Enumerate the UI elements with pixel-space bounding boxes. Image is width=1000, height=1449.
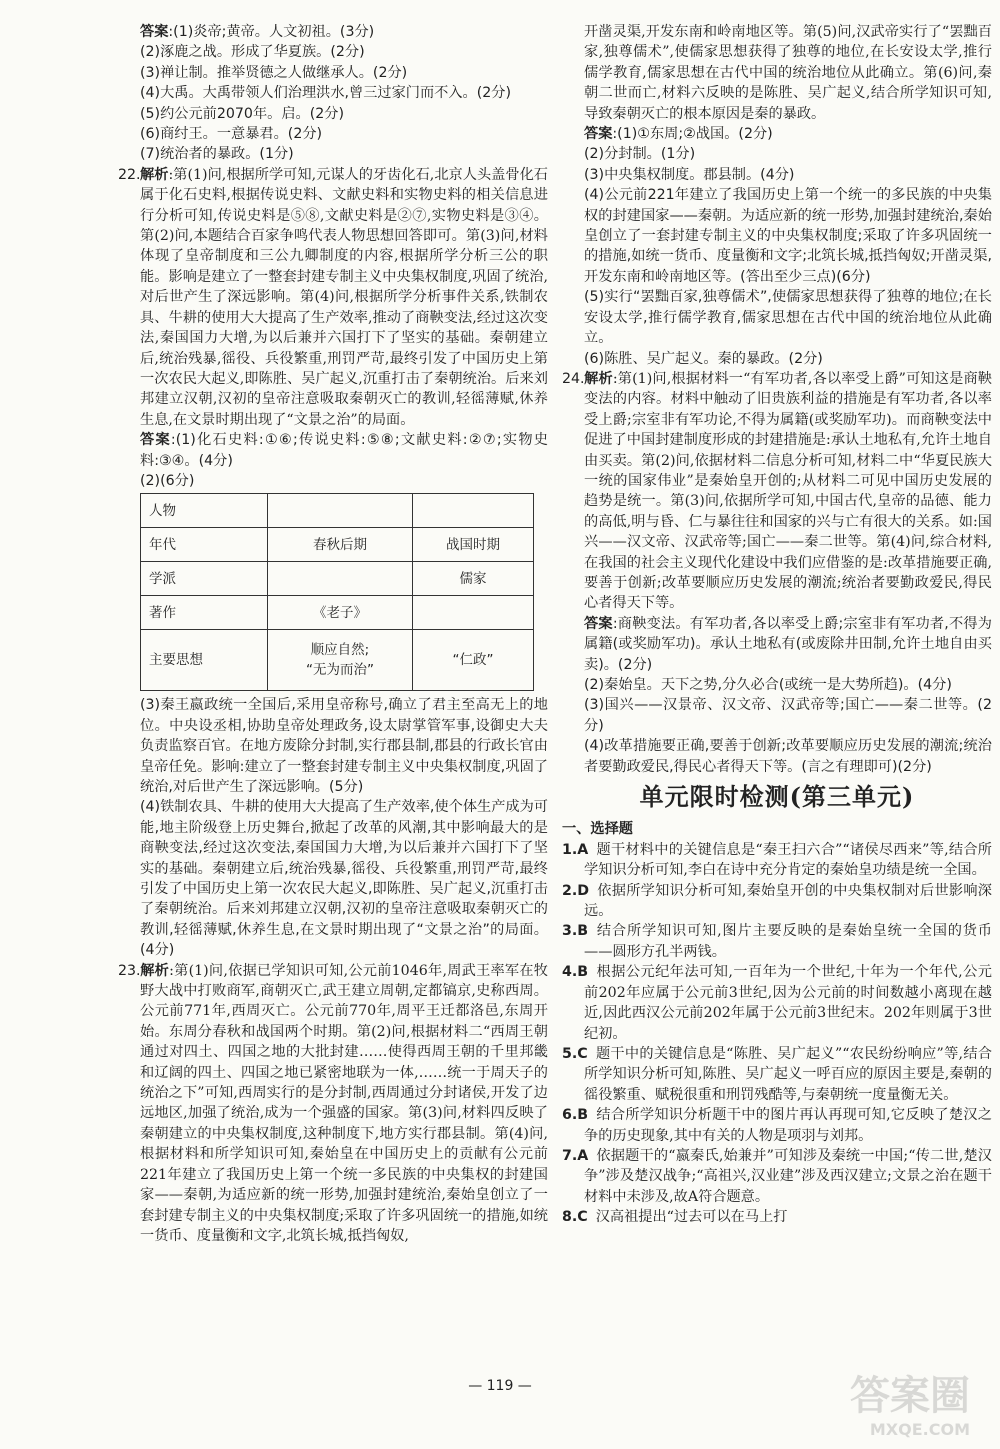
table-row-header: 年代 xyxy=(141,528,268,562)
choice-item xyxy=(562,962,992,1044)
table-cell xyxy=(412,494,533,528)
answer-text: (3)国兴——汉景帝、汉文帝、汉武帝等;国亡——秦二世等。(2分) xyxy=(584,697,992,734)
question-22-answer: 答案:(1)化石史料:①⑥;传说史料:⑤⑧;文献史料:②⑦;实物史料:③④。(4分) xyxy=(140,432,548,469)
choice-number: 6.B xyxy=(562,1107,589,1124)
table-cell xyxy=(412,596,533,630)
philosophers-table-wrap xyxy=(118,493,548,691)
table-row-header: 学派 xyxy=(141,562,268,596)
table-row xyxy=(141,596,534,630)
choice-number: 3.B xyxy=(562,923,589,940)
answer-24 xyxy=(562,614,992,777)
table-cell: 春秋后期 xyxy=(268,528,413,562)
page-number: — 119 — xyxy=(468,1378,532,1394)
answer-24-line xyxy=(562,736,992,777)
answer-23-line xyxy=(562,124,992,144)
table-cell: “仁政” xyxy=(412,630,533,691)
answer-label: 答案 xyxy=(584,126,613,143)
answer-text: :商鞅变法。有军功者,各以率受上爵;宗室非有军功者,不得为属籍(或奖励军功)。承认土地私有(或废除井田制,允许土地自由买卖)。(2分) xyxy=(584,615,992,673)
choice-heading: 一、选择题 xyxy=(562,821,633,838)
choice-explanation: 依据所学知识分析可知,秦始皇开创的中央集权制对后世影响深远。 xyxy=(584,882,992,920)
answer-text: (2)秦始皇。天下之势,分久必合(或统一是大势所趋)。(4分) xyxy=(584,677,952,693)
answer-21-line xyxy=(118,124,548,144)
question-22-analysis: 22.解析:第(1)问,根据所学可知,元谋人的牙齿化石,北京人头盖骨化石属于化石史料,根据传说史料、文献史料和实物史料的相关信息进行分析可知,传说史料是⑤⑧,文献史料是②⑦,实物史料是③④。第(2)问,本题结合百家争鸣代表人物思想回答即可。第(3)问,材料体现了皇帝制度和三公九卿制度的内容,根据所学分析三公的职能。影响是建立了一整套封建专制主义中央集权制度,巩固了统治,对后世产生了深远影响。第(4)问,根据所学分析事件关系,铁制农具、牛耕的使用大大提高了生产效率,推动了商鞅变法,经过这次变法,秦国国力大增,为以后兼并六国打下了坚实的基础。秦朝建立后,统治残暴,徭役、兵役繁重,刑罚严苛,最终引发了中国历史上第一次农民大起义,即陈胜、吴广起义,沉重打击了秦朝统治。后来刘邦建立汉朝,汉初的皇帝注意吸取秦朝灭亡的教训,轻徭薄赋,休养生息,在文景时期出现了“文景之治”的局面。 xyxy=(118,166,548,428)
answer-23-line xyxy=(562,185,992,287)
answer-text: (6)商纣王。一意暴君。(2分) xyxy=(140,126,323,143)
choice-item xyxy=(562,881,992,922)
choice-item xyxy=(562,840,992,881)
answer-text: (2)分封制。(1分) xyxy=(584,146,696,163)
watermark-logo: 答案圈 MXQE.COM xyxy=(850,1373,970,1439)
question-22-answer-3: (3)秦王嬴政统一全国后,采用皇帝称号,确立了君主至高无上的地位。中央设丞相,协助皇帝处理政务,设太尉掌管军事,设御史大夫负责监察百官。在地方废除分封制,实行郡县制,郡县的行政长官由皇帝任免。影响:建立了一整套封建专制主义中央集权制度,巩固了统治,对后世产生了深远影响。(5分) xyxy=(140,697,548,795)
table-row xyxy=(141,494,534,528)
table-row xyxy=(141,528,534,562)
table-row-header: 人物 xyxy=(141,494,268,528)
answer-21-line xyxy=(118,144,548,164)
choice-item xyxy=(562,1044,992,1105)
table-cell xyxy=(268,562,413,596)
table-cell: 顺应自然; “无为而治” xyxy=(268,630,413,691)
answer-text: (4)大禹。大禹带领人们治理洪水,曾三过家门而不入。(2分) xyxy=(140,85,512,102)
question-23-analysis-cont: 开凿灵渠,开发东南和岭南地区等。第(5)问,汉武帝实行了“罢黜百家,独尊儒术”,使儒家思想获得了独尊的地位,在长安设太学,推行儒学教育,儒家思想在古代中国的统治地位从此确立。第(6)问,秦朝二世而亡,材料六反映的是陈胜、吴广起义,结合所学知识可知,导致秦朝灭亡的根本原因是秦的暴政。 xyxy=(584,24,992,122)
answer-text: :(1)炎帝;黄帝。人文初祖。(3分) xyxy=(168,24,375,40)
answer-21-line xyxy=(118,22,548,42)
answer-23-line xyxy=(562,349,992,369)
answer-24-line xyxy=(562,614,992,675)
table-cell: 《老子》 xyxy=(268,596,413,630)
answer-21-line xyxy=(118,104,548,124)
choice-item xyxy=(562,921,992,962)
choice-explanation: 结合所学知识分析题干中的图片再认再现可知,它反映了楚汉之争的历史现象,其中有关的人物是项羽与刘邦。 xyxy=(584,1107,992,1144)
right-column xyxy=(562,22,992,1228)
choice-number: 7.A xyxy=(562,1147,589,1164)
answer-23-line xyxy=(562,287,992,348)
choice-explanation: 依据题干的“嬴秦氏,始兼并”可知涉及秦统一中国;“传二世,楚汉争”涉及楚汉战争;“高祖兴,汉业建”涉及西汉建立;文景之治在题干材料中未涉及,故A符合题意。 xyxy=(584,1147,992,1205)
question-22-answer-4: (4)铁制农具、牛耕的使用大大提高了生产效率,使个体生产成为可能,地主阶级登上历史舞台,掀起了改革的风潮,其中影响最大的是商鞅变法,经过这次变法,秦国国力大增,为以后兼并六国打下了坚实的基础。秦朝建立后,统治残暴,徭役、兵役繁重,刑罚严苛,最终引发了中国历史上第一次农民大起义,即陈胜、吴广起义,沉重打击了秦朝统治。后来刘邦建立汉朝,汉初的皇帝注意吸取秦朝灭亡的教训,轻徭薄赋,休养生息,在文景时期出现了“文景之治”的局面。(4分) xyxy=(140,799,548,959)
choice-explanation: 题干中的关键信息是“陈胜、吴广起义”“农民纷纷响应”等,结合所学知识分析可知,陈胜、吴广起义一呼百应的原因主要是,秦朝的徭役繁重、赋税很重和刑罚残酷等,与秦朝统一度量衡无关。 xyxy=(584,1045,992,1103)
table-cell: 战国时期 xyxy=(412,528,533,562)
answer-23-line xyxy=(562,144,992,164)
answer-21-line xyxy=(118,63,548,83)
answer-label: 答案 xyxy=(584,615,613,632)
answer-text: (3)中央集权制度。郡县制。(4分) xyxy=(584,166,795,183)
answer-text: (5)约公元前2070年。启。(2分) xyxy=(140,105,344,122)
table-row xyxy=(141,630,534,691)
table-cell xyxy=(268,494,413,528)
choice-number: 5.C xyxy=(562,1045,588,1062)
choice-number: 4.B xyxy=(562,964,589,981)
choice-item xyxy=(562,1207,992,1227)
answer-text: (2)涿鹿之战。形成了华夏族。(2分) xyxy=(140,44,365,61)
answer-23-line xyxy=(562,165,992,185)
answer-text: :(1)①东周;②战国。(2分) xyxy=(612,126,773,143)
choice-explanation: 结合所学知识可知,图片主要反映的是秦始皇统一全国的货币——圆形方孔半两钱。 xyxy=(584,923,992,960)
question-22-answer-2: (2)(6分) xyxy=(140,472,195,489)
answer-text: (4)改革措施要正确,要善于创新;改革要顺应历史发展的潮流;统治者要勤政爱民,得民心者得天下等。(言之有理即可)(2分) xyxy=(584,738,992,775)
table-row xyxy=(141,562,534,596)
choice-explanation: 汉高祖提出“过去可以在马上打 xyxy=(595,1209,788,1226)
answer-text: (3)禅让制。推举贤德之人做继承人。(2分) xyxy=(140,64,408,81)
choice-number: 2.D xyxy=(562,882,590,899)
answer-text: (6)陈胜、吴广起义。秦的暴政。(2分) xyxy=(584,350,823,367)
answer-text: (4)公元前221年建立了我国历史上第一个统一的多民族的中央集权的封建国家——秦朝。为适应新的统一形势,加强封建统治,秦始皇创立了一套封建专制主义的中央集权制度;采取了许多巩固统一的措施,如统一货币、度量衡和文字;北筑长城,抵挡匈奴;开凿灵渠,开发东南和岭南地区等。(答出至少三点)(6分) xyxy=(584,187,992,285)
section-title: 单元限时检测(第三单元) xyxy=(639,782,915,812)
answer-21-line xyxy=(118,42,548,62)
choice-explanation: 题干材料中的关键信息是“秦王扫六合”“诸侯尽西来”等,结合所学知识分析可知,李白在诗中充分肯定的秦始皇功绩是统一全国。 xyxy=(584,841,992,879)
choice-number: 8.C xyxy=(562,1209,588,1226)
philosophers-table xyxy=(140,493,534,691)
table-row-header: 著作 xyxy=(141,596,268,630)
choice-item xyxy=(562,1146,992,1207)
choice-explanation: 根据公元纪年法可知,一百年为一个世纪,十年为一个年代,公元前202年应属于公元前3世纪,因为公元前的时间数越小离现在越近,因此西汉公元前202年属于公元前3世纪末。202年则属于3世纪初。 xyxy=(584,964,992,1042)
choice-number: 1.A xyxy=(562,841,589,858)
answer-text: (7)统治者的暴政。(1分) xyxy=(140,146,294,163)
answer-label: 答案 xyxy=(140,24,169,40)
question-24-analysis: 24.解析:第(1)问,根据材料一“有军功者,各以率受上爵”可知这是商鞅变法的内容。材料中触动了旧贵族利益的措施是有军功者,各以率受上爵;宗室非有军功论,不得为属籍(或奖励军功)。而商鞅变法中促进了中国封建制度形成的封建措施是:承认土地私有,允许土地自由买卖。第(2)问,依据材料二信息分析可知,材料二中“华夏民族大一统的国家伟业”是秦始皇开创的;从材料二可见中国历史发展的趋势是统一。第(3)问,依据所学可知,中国古代,皇帝的品德、能力的高低,明与昏、仁与暴往往和国家的兴与亡有很大的关系。如:国兴——汉文帝、汉武帝等;国亡——秦二世等。第(4)问,综合材料,在我国的社会主义现代化建设中我们应借鉴的是:改革措施要正确,要善于创新;改革要顺应历史发展的潮流;统治者要勤政爱民,得民心者得天下等。 xyxy=(562,370,992,612)
table-row-header: 主要思想 xyxy=(141,630,268,691)
choice-item xyxy=(562,1105,992,1146)
answer-text: (5)实行“罢黜百家,独尊儒术”,使儒家思想获得了独尊的地位;在长安设太学,推行儒学教育,儒家思想在古代中国的统治地位从此确立。 xyxy=(584,289,992,347)
answer-24-line xyxy=(562,695,992,736)
answer-23 xyxy=(562,124,992,369)
answer-24-line xyxy=(562,675,992,695)
answer-21-line xyxy=(118,83,548,103)
question-23-analysis: 23.解析:第(1)问,依据已学知识可知,公元前1046年,周武王率军在牧野大战中打败商军,商朝灭亡,武王建立周朝,定都镐京,史称西周。公元前771年,西周灭亡。公元前770年,周平王迁都洛邑,东周开始。东周分春秋和战国两个时期。第(2)问,根据材料二“西周王朝通过对四土、四国之地的大批封建……使得西周王朝的千里邦畿和辽阔的四土、四国之地已紧密地联为一体,……统一于周天子的统治之下”可知,西周实行的是分封制,西周通过分封诸侯,开发了边远地区,加强了统治,成为一个强盛的国家。第(3)问,材料四反映了秦朝建立的中央集权制度,这种制度下,地方实行郡县制。第(4)问,根据材料和所学知识可知,秦始皇在中国历史上的贡献有公元前221年建立了我国历史上第一个统一多民族的中央集权的封建国家——秦朝,为适应新的统一形势,加强封建统治,秦始皇创立了一套封建专制主义的中央集权制度;采取了许多巩固统一的措施,如统一货币、度量衡和文字,北筑长城,抵挡匈奴, xyxy=(118,962,548,1244)
table-cell: 儒家 xyxy=(412,562,533,596)
left-column xyxy=(118,22,548,1246)
answer-21 xyxy=(118,22,548,165)
choice-answers xyxy=(562,840,992,1228)
